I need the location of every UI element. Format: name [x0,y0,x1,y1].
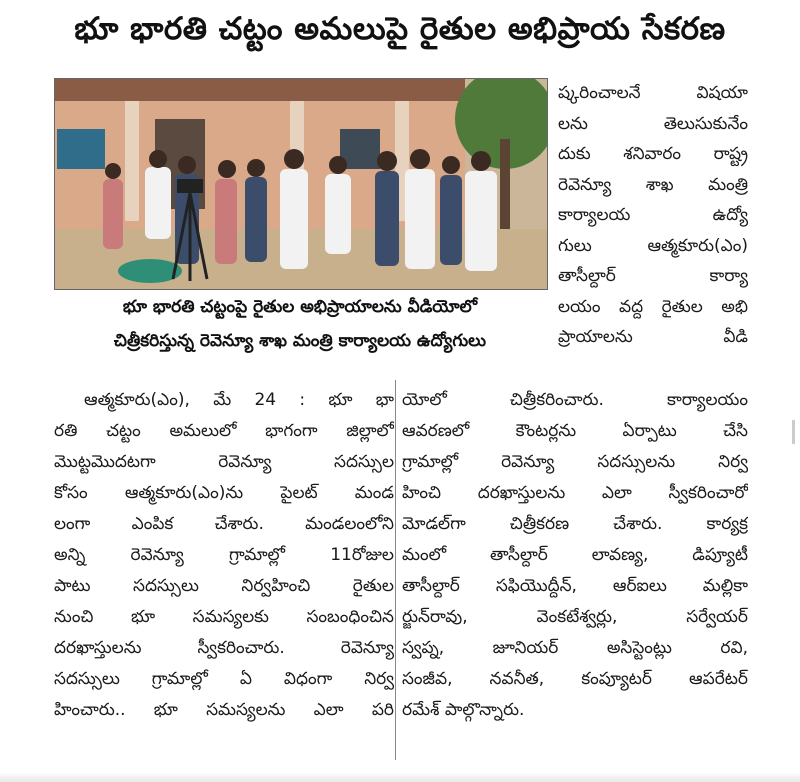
news-photo-icon [55,79,547,289]
right-column [402,385,748,726]
text-line: కోసం ఆత్మకూరు(ఎం)ను పైలట్ మండ [54,483,394,503]
text-line: నుంచి భూ సమస్యలకు సంబంధించిన [54,607,394,627]
text-line: గ్రామాల్లో రెవెన్యూ సదస్సులను నిర్వ [402,452,748,472]
news-photo [54,78,548,290]
text-line: రెవెన్యూ శాఖ మంత్రి [558,174,748,195]
text-line: రమేశ్ పాల్గొన్నారు. [402,700,525,720]
photo-caption [54,290,546,362]
left-column [54,385,394,726]
text-line: యోలో చిత్రీకరించారు. కార్యాలయం [402,390,748,410]
text-line: ప్రాయాలను వీడి [558,327,748,347]
text-line: మొట్టమొదటగా రెవెన్యూ సదస్సుల [54,452,394,472]
text-line: తాసీల్దార్ సఫియొద్దీన్, ఆర్ఐలు మల్లికా [402,576,748,596]
text-line: హించారు.. భూ సమస్యలను ఎలా పరి [54,700,394,720]
text-line: దుకు శనివారం రాష్ట్ర [558,144,748,164]
text-line: ఆవరణలో కౌంటర్లను ఏర్పాటు చేసి [402,421,748,441]
text-line: ష్కరించాలనే విషయా [558,83,748,103]
text-line: ర్జున్‌రావు, వెంకటేశ్వర్లు, సర్వేయర్ [402,607,748,627]
page-bottom-edge [0,772,800,782]
text-line: తాసీల్దార్ కార్యా [558,266,748,286]
text-line: స్వప్న, జూనియర్ అసిస్టెంట్లు రవి, [402,638,748,658]
text-line: ఆత్మకూరు(ఎం), మే 24 : భూ భా [84,390,394,410]
text-line: సదస్సులు గ్రామాల్లో ఏ విధంగా నిర్వ [54,669,394,689]
text-line: దరఖాస్తులను స్వీకరించారు. రెవెన్యూ [54,638,394,658]
text-line: మంలో తాసీల్దార్ లావణ్య, డిప్యూటీ [402,545,748,565]
article-headline: భూ భారతి చట్టం అమలుపై రైతుల అభిప్రాయ సేకరణ [74,10,726,47]
caption-line: చిత్రీకరిస్తున్న రెవెన్యూ శాఖ మంత్రి కార్యాలయ ఉద్యోగులు [113,331,487,351]
side-column [558,78,748,353]
text-line: కార్యాలయ ఉద్యో [558,205,748,225]
caption-line: భూ భారతి చట్టంపై రైతుల అభిప్రాయాలను వీడియోలో [122,297,478,317]
text-line: అన్ని రెవెన్యూ గ్రామాల్లో 11రోజుల [54,545,394,565]
text-line: పాటు సదస్సులు నిర్వహించి రైతుల [54,576,394,596]
text-line: సంజీవ, నవనీత, కంప్యూటర్ ఆపరేటర్ [402,669,748,689]
text-line: లయం వద్ద రైతుల అభి [558,296,748,317]
text-line: మోడల్‌గా చిత్రీకరణ చేశారు. కార్యక్ర [402,514,748,534]
column-divider [395,380,396,760]
page-edge-mark [792,420,795,444]
text-line: హించి దరఖాస్తులను ఎలా స్వీకరించారో [402,483,748,503]
text-line: రతి చట్టం అమలులో భాగంగా జిల్లాలో [54,421,394,441]
text-line: లను తెలుసుకునేం [558,113,748,134]
text-line: లంగా ఎంపిక చేశారు. మండలంలోని [54,514,394,534]
text-line: గులు ఆత్మకూరు(ఎం) [558,235,748,256]
